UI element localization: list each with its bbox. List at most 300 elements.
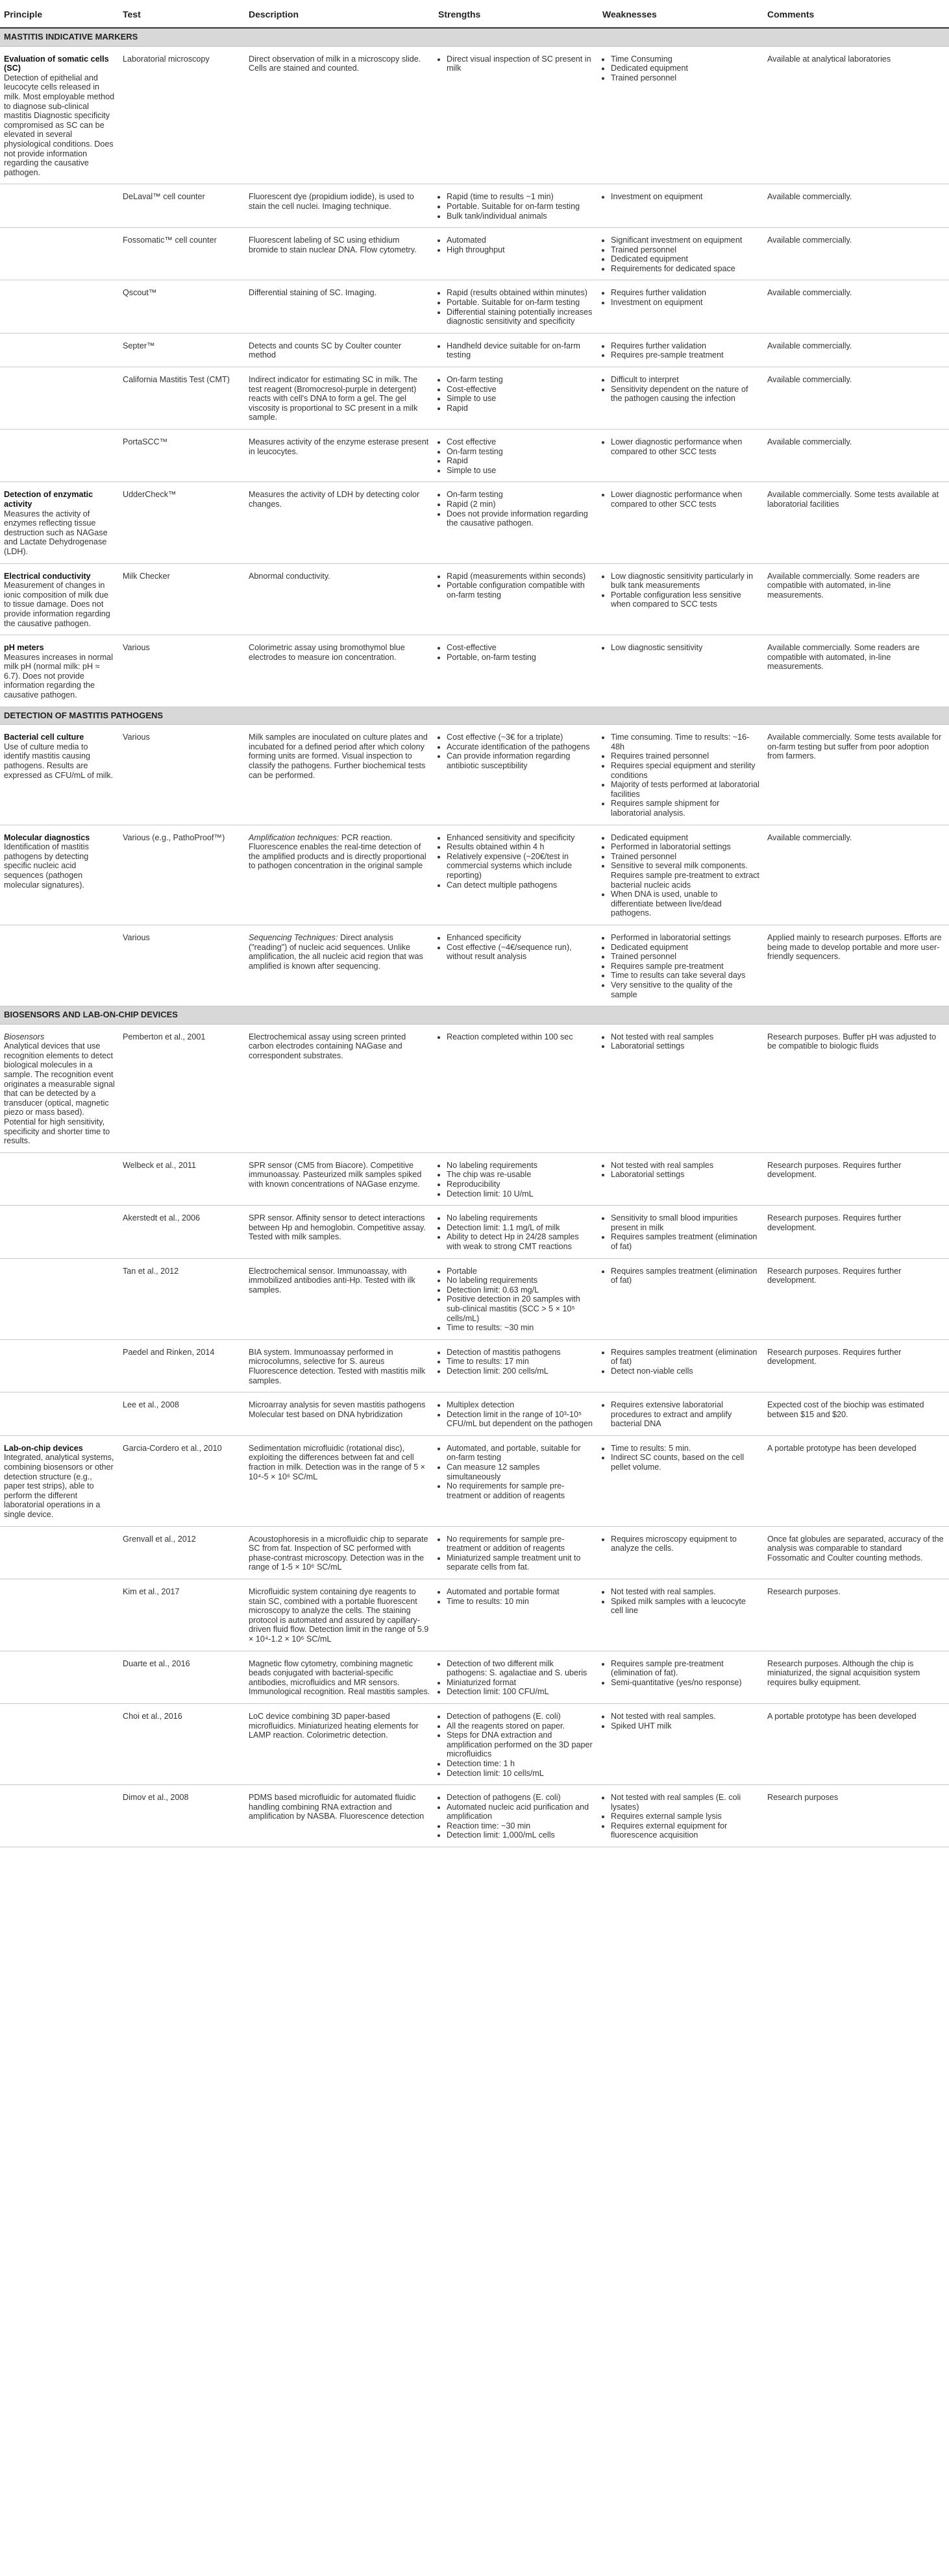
table-row	[0, 925, 949, 1006]
weaknesses-cell	[598, 1579, 763, 1651]
strengths-list	[438, 1032, 595, 1042]
strength-item: • Portable. Suitable for on-farm testing	[447, 202, 595, 212]
weakness-item: • Trained personnel	[611, 952, 759, 962]
strength-item: • Rapid (measurements within seconds)	[447, 572, 595, 581]
strengths-list	[438, 1213, 595, 1251]
comments-cell: Applied mainly to research purposes. Efforts are being made to develop portable and more user-friendly sequencers.	[763, 925, 949, 1006]
strengths-list	[438, 437, 595, 475]
principle-title: pH meters	[4, 643, 44, 653]
description-text: SPR sensor (CM5 from Biacore). Competitive immunoassay. Pasteurized milk samples spiked with known concentrations of NAGase enzyme.	[249, 1160, 422, 1189]
comments-cell: Available at analytical laboratories	[763, 46, 949, 184]
description-text: SPR sensor. Affinity sensor to detect interactions between Hp and hemoglobin. Competitive assay. Tested with milk samples.	[249, 1213, 426, 1242]
weaknesses-cell	[598, 1651, 763, 1703]
strength-item: • Automated and portable format	[447, 1587, 595, 1597]
weakness-item: • Majority of tests performed at laboratorial facilities	[611, 780, 759, 799]
strengths-list	[438, 1444, 595, 1501]
section-title: DETECTION OF MASTITIS PATHOGENS	[0, 707, 949, 725]
weakness-item: • Trained personnel	[611, 245, 759, 255]
test-cell: Akerstedt et al., 2006	[119, 1206, 245, 1258]
principle-cell	[0, 563, 119, 635]
table-row	[0, 46, 949, 184]
description-cell	[245, 1152, 434, 1205]
description-text: LoC device combining 3D paper-based microfluidics. Miniaturized heating elements for LAMP reaction. Colorimetric detection.	[249, 1711, 419, 1740]
test-cell: Tan et al., 2012	[119, 1258, 245, 1339]
weaknesses-list	[602, 572, 759, 609]
description-text: Acoustophoresis in a microfluidic chip to separate SC from fat. Inspection of SC performed with phase-contrast microscopy. Detection was in the range of 1-5 × 10⁶ SC/mL	[249, 1534, 428, 1572]
weaknesses-list	[602, 643, 759, 653]
table-row	[0, 1339, 949, 1392]
strength-item: • Steps for DNA extraction and amplification performed on the 3D paper microfluidics	[447, 1731, 595, 1759]
header-principle: Principle	[0, 0, 119, 28]
test-cell: Kim et al., 2017	[119, 1579, 245, 1651]
strengths-cell	[434, 1152, 598, 1205]
strengths-list	[438, 643, 595, 662]
test-cell: PortaSCC™	[119, 430, 245, 482]
strength-item: • Multiplex detection	[447, 1400, 595, 1410]
weaknesses-list	[602, 1535, 759, 1553]
description-text: Fluorescent labeling of SC using ethidium bromide to stain nuclear DNA. Flow cytometry.	[249, 236, 417, 254]
principle-cell	[0, 1392, 119, 1436]
table-body	[0, 28, 949, 1847]
strength-item: • On-farm testing	[447, 490, 595, 500]
strength-item: • Time to results: 10 min	[447, 1597, 595, 1607]
strength-item: • Automated	[447, 236, 595, 245]
weaknesses-list	[602, 236, 759, 273]
strength-item: • Automated, and portable, suitable for on-farm testing	[447, 1444, 595, 1463]
strengths-list	[438, 1348, 595, 1376]
strengths-cell	[434, 228, 598, 280]
header-comments: Comments	[763, 0, 949, 28]
description-text: Differential staining of SC. Imaging.	[249, 288, 377, 298]
weaknesses-list	[602, 437, 759, 456]
strength-item: • No requirements for sample pre-treatment or addition of reagents	[447, 1535, 595, 1553]
weaknesses-list	[602, 933, 759, 999]
weaknesses-list	[602, 1400, 759, 1429]
principle-description: Detection of epithelial and leucocyte cells released in milk. Most employable method to diagnose sub-clinical mastitis Diagnostic specificity compromised as SC can be elevated in several physiological conditions. Does not provide information regarding the causative pathogen.	[4, 73, 115, 177]
weakness-item: • Performed in laboratorial settings	[611, 842, 759, 852]
weaknesses-list	[602, 288, 759, 307]
weakness-item: • Requires microscopy equipment to analyze the cells.	[611, 1535, 759, 1553]
description-cell	[245, 725, 434, 825]
description-cell	[245, 925, 434, 1006]
weakness-item: • Requires samples treatment (elimination of fat)	[611, 1267, 759, 1285]
weakness-item: • Requires sample pre-treatment (elimination of fat).	[611, 1659, 759, 1678]
strength-item: • Reproducibility	[447, 1180, 595, 1189]
table-row	[0, 1785, 949, 1847]
weakness-item: • Requires extensive laboratorial procedures to extract and amplify bacterial DNA	[611, 1400, 759, 1429]
principle-cell	[0, 1651, 119, 1703]
strength-item: • Rapid (time to results ~1 min)	[447, 192, 595, 202]
weaknesses-cell	[598, 367, 763, 430]
weakness-item: • Low diagnostic sensitivity	[611, 643, 759, 653]
weakness-item: • Investment on equipment	[611, 298, 759, 308]
principle-cell	[0, 367, 119, 430]
description-text: BIA system. Immunoassay performed in microcolumns, selective for S. aureus Fluorescence detection. Tested with mastitis milk samples.	[249, 1347, 426, 1385]
strength-item: • Detection of mastitis pathogens	[447, 1348, 595, 1357]
strengths-cell	[434, 184, 598, 228]
description-cell	[245, 333, 434, 367]
principle-cell	[0, 1703, 119, 1784]
principle-description: Measures increases in normal milk pH (normal milk: pH ≈ 6.7). Does not provide information regarding the causative pathogen.	[4, 652, 113, 700]
table-row	[0, 1526, 949, 1579]
weakness-item: • Requires special equipment and sterility conditions	[611, 761, 759, 780]
weakness-item: • Lower diagnostic performance when compared to other SCC tests	[611, 490, 759, 509]
weakness-item: • Requires further validation	[611, 341, 759, 351]
strengths-list	[438, 236, 595, 254]
strength-item: • Automated nucleic acid purification and amplification	[447, 1803, 595, 1821]
weaknesses-cell	[598, 1785, 763, 1847]
strength-item: • Enhanced sensitivity and specificity	[447, 833, 595, 843]
weaknesses-cell	[598, 46, 763, 184]
strength-item: • Ability to detect Hp in 24/28 samples with weak to strong CMT reactions	[447, 1232, 595, 1251]
strength-item: • Detection limit: 10 U/mL	[447, 1189, 595, 1199]
test-cell: Duarte et al., 2016	[119, 1651, 245, 1703]
strengths-list	[438, 1793, 595, 1840]
description-cell	[245, 184, 434, 228]
weakness-item: • Performed in laboratorial settings	[611, 933, 759, 943]
strength-item: • No labeling requirements	[447, 1213, 595, 1223]
strengths-cell	[434, 280, 598, 333]
table-row	[0, 367, 949, 430]
strength-item: • Detection of pathogens (E. coli)	[447, 1793, 595, 1803]
strength-item: • Rapid	[447, 404, 595, 413]
table-row	[0, 430, 949, 482]
principle-description: Analytical devices that use recognition elements to detect biological molecules in a sample. The recognition event originates a measurable signal that can be detected by a transducer (optical, magnetic piezo or mass based). Potential for high sensitivity, specificity and shorter time to results.	[4, 1041, 115, 1146]
description-text: Sedimentation microfluidic (rotational disc), exploiting the differences between fat and cell fraction in milk. Detection was in the range of 5 × 10⁴-5 × 10⁶ SC/mL	[249, 1443, 425, 1481]
table-row	[0, 482, 949, 563]
test-cell: DeLaval™ cell counter	[119, 184, 245, 228]
strength-item: • Miniaturized sample treatment unit to separate cells from fat.	[447, 1553, 595, 1572]
section-row	[0, 28, 949, 46]
strength-item: • Differential staining potentially increases diagnostic sensitivity and specificity	[447, 308, 595, 326]
weakness-item: • Investment on equipment	[611, 192, 759, 202]
principle-cell	[0, 825, 119, 925]
table-row	[0, 635, 949, 707]
weakness-item: • Not tested with real samples	[611, 1032, 759, 1042]
strengths-cell	[434, 563, 598, 635]
weaknesses-list	[602, 1348, 759, 1376]
test-cell: Milk Checker	[119, 563, 245, 635]
strength-item: • Detection limit: 0.63 mg/L	[447, 1285, 595, 1295]
principle-cell	[0, 1579, 119, 1651]
principle-cell	[0, 46, 119, 184]
test-cell: Fossomatic™ cell counter	[119, 228, 245, 280]
weaknesses-cell	[598, 1152, 763, 1205]
test-cell: Qscout™	[119, 280, 245, 333]
test-cell: Various	[119, 635, 245, 707]
test-cell: Various	[119, 725, 245, 825]
description-text: Colorimetric assay using bromothymol blue electrodes to measure ion concentration.	[249, 643, 405, 662]
table-row	[0, 1703, 949, 1784]
comments-cell: Research purposes. Requires further development.	[763, 1258, 949, 1339]
principle-description: Identification of mastitis pathogens by detecting specific nucleic acid sequences (pathogen molecular signatures).	[4, 842, 89, 890]
strength-item: • Detection limit: 1,000/mL cells	[447, 1830, 595, 1840]
header-description: Description	[245, 0, 434, 28]
strengths-cell	[434, 725, 598, 825]
principle-title: Evaluation of somatic cells (SC)	[4, 54, 109, 73]
description-text: Measures activity of the enzyme esterase present in leucocytes.	[249, 437, 429, 456]
weaknesses-cell	[598, 1258, 763, 1339]
description-cell	[245, 1024, 434, 1152]
comments-cell: Available commercially.	[763, 825, 949, 925]
weaknesses-cell	[598, 563, 763, 635]
strengths-list	[438, 572, 595, 600]
weaknesses-list	[602, 1659, 759, 1688]
description-text: Indirect indicator for estimating SC in milk. The test reagent (Bromocresol-purple in detergent) reacts with cell's DNA to form a gel. The gel viscosity is proportional to SC present in a milk sample.	[249, 375, 418, 422]
strength-item: • Rapid (results obtained within minutes)	[447, 288, 595, 298]
strength-item: • Detection limit: 200 cells/mL	[447, 1367, 595, 1376]
description-text: Measures the activity of LDH by detecting color changes.	[249, 490, 420, 509]
description-cell	[245, 1651, 434, 1703]
strengths-list	[438, 192, 595, 221]
section-title: BIOSENSORS AND LAB-ON-CHIP DEVICES	[0, 1006, 949, 1025]
strength-item: • Simple to use	[447, 394, 595, 404]
strengths-list	[438, 1161, 595, 1198]
test-cell: Laboratorial microscopy	[119, 46, 245, 184]
description-cell	[245, 1206, 434, 1258]
test-cell: Septer™	[119, 333, 245, 367]
comments-cell: Research purposes. Although the chip is miniaturized, the signal acquisition system requires bulky equipment.	[763, 1651, 949, 1703]
strengths-list	[438, 55, 595, 73]
strength-item: • Cost-effective	[447, 385, 595, 395]
weaknesses-cell	[598, 228, 763, 280]
weakness-item: • Requires further validation	[611, 288, 759, 298]
description-text: Direct observation of milk in a microscopy slide. Cells are stained and counted.	[249, 54, 421, 73]
strength-item: • Direct visual inspection of SC present in milk	[447, 55, 595, 73]
strengths-cell	[434, 1785, 598, 1847]
principle-cell	[0, 333, 119, 367]
table-row	[0, 184, 949, 228]
strength-item: • Detection limit in the range of 10³-10⁵ CFU/mL but dependent on the pathogen	[447, 1410, 595, 1429]
description-cell	[245, 1258, 434, 1339]
weaknesses-cell	[598, 1526, 763, 1579]
strengths-list	[438, 288, 595, 326]
weaknesses-cell	[598, 1206, 763, 1258]
comments-cell: Available commercially. Some tests available for on-farm testing but suffer from poor adoption from farmers.	[763, 725, 949, 825]
description-text: Electrochemical sensor. Immunoassay, with immobilized antibodies anti-Hp. Tested with ilk samples.	[249, 1266, 415, 1294]
strengths-list	[438, 1587, 595, 1606]
comments-cell: Research purposes. Requires further development.	[763, 1152, 949, 1205]
weakness-item: • Requires sample pre-treatment	[611, 962, 759, 971]
table-row	[0, 1435, 949, 1526]
table-row	[0, 1579, 949, 1651]
strengths-cell	[434, 333, 598, 367]
strength-item: • Results obtained within 4 h	[447, 842, 595, 852]
strength-item: • Detection of two different milk pathogens: S. agalactiae and S. uberis	[447, 1659, 595, 1678]
weakness-item: • Significant investment on equipment	[611, 236, 759, 245]
weakness-item: • Time consuming. Time to results: ~16-48h	[611, 733, 759, 751]
strength-item: • Cost effective	[447, 437, 595, 447]
weakness-item: • Dedicated equipment	[611, 833, 759, 843]
test-cell: Lee et al., 2008	[119, 1392, 245, 1436]
comments-cell: Available commercially.	[763, 280, 949, 333]
strength-item: • Enhanced specificity	[447, 933, 595, 943]
comments-cell: Available commercially. Some readers are compatible with automated, in-line measurements.	[763, 563, 949, 635]
strengths-cell	[434, 1258, 598, 1339]
strengths-list	[438, 1535, 595, 1572]
comments-cell: Available commercially.	[763, 184, 949, 228]
comments-cell: Research purposes. Requires further development.	[763, 1339, 949, 1392]
weakness-item: • Trained personnel	[611, 852, 759, 862]
comments-cell: Available commercially. Some tests available at laboratorial facilities	[763, 482, 949, 563]
weaknesses-list	[602, 341, 759, 360]
test-cell: Various	[119, 925, 245, 1006]
weaknesses-list	[602, 1587, 759, 1616]
strengths-list	[438, 733, 595, 770]
strength-item: • Portable configuration compatible with on-farm testing	[447, 581, 595, 600]
strengths-list	[438, 1400, 595, 1429]
comments-cell: A portable prototype has been developed	[763, 1435, 949, 1526]
strengths-cell	[434, 1651, 598, 1703]
principle-cell	[0, 280, 119, 333]
weakness-item: • Portable configuration less sensitive when compared to SCC tests	[611, 590, 759, 609]
comments-cell: Available commercially.	[763, 430, 949, 482]
weakness-item: • Requirements for dedicated space	[611, 264, 759, 274]
weakness-item: • Requires pre-sample treatment	[611, 350, 759, 360]
principle-title: Lab-on-chip devices	[4, 1443, 83, 1453]
comments-cell: Once fat globules are separated, accuracy of the analysis was comparable to standard Fossomatic and Coulter counting methods.	[763, 1526, 949, 1579]
description-method: Amplification techniques:	[249, 832, 339, 842]
principle-cell	[0, 1339, 119, 1392]
strength-item: • On-farm testing	[447, 447, 595, 457]
principle-cell	[0, 1152, 119, 1205]
principle-cell	[0, 1024, 119, 1152]
strengths-cell	[434, 925, 598, 1006]
strength-item: • No labeling requirements	[447, 1276, 595, 1285]
strength-item: • Detection limit: 100 CFU/mL	[447, 1687, 595, 1697]
description-text: Milk samples are inoculated on culture plates and incubated for a defined period after which colony forming units are formed. Visual inspection to classify the pathogens. Further biochemical tests can be performed.	[249, 733, 428, 780]
weakness-item: • Requires trained personnel	[611, 751, 759, 761]
weakness-item: • Requires external sample lysis	[611, 1812, 759, 1821]
description-cell	[245, 635, 434, 707]
description-cell	[245, 367, 434, 430]
weakness-item: • Indirect SC counts, based on the cell pellet volume.	[611, 1453, 759, 1472]
description-text: Magnetic flow cytometry, combining magnetic beads conjugated with bacterial-specific antibodies, microfluidics and MR sensors. Immunological recognition. Real mastitis samples.	[249, 1659, 430, 1697]
weakness-item: • Time to results can take several days	[611, 971, 759, 980]
strengths-cell	[434, 825, 598, 925]
test-cell: Pemberton et al., 2001	[119, 1024, 245, 1152]
section-title: MASTITIS INDICATIVE MARKERS	[0, 28, 949, 46]
principle-cell	[0, 430, 119, 482]
description-cell	[245, 563, 434, 635]
strength-item: • High throughput	[447, 245, 595, 255]
description-text: PCR reaction. Fluorescence enables the real-time detection of the amplified products and is directly proportional to pathogen concentration in the original sample	[249, 832, 426, 871]
weaknesses-list	[602, 375, 759, 404]
strengths-cell	[434, 367, 598, 430]
table-row	[0, 1152, 949, 1205]
strengths-list	[438, 933, 595, 962]
principle-cell	[0, 925, 119, 1006]
strength-item: • No requirements for sample pre-treatment or addition of reagents	[447, 1481, 595, 1500]
strength-item: • Portable	[447, 1267, 595, 1276]
weakness-item: • Dedicated equipment	[611, 64, 759, 73]
comments-cell: Research purposes. Buffer pH was adjusted to be compatible to biologic fluids	[763, 1024, 949, 1152]
test-cell: UdderCheck™	[119, 482, 245, 563]
weakness-item: • Laboratorial settings	[611, 1170, 759, 1180]
principle-cell	[0, 1258, 119, 1339]
description-cell	[245, 1435, 434, 1526]
header-row	[0, 0, 949, 28]
weaknesses-cell	[598, 635, 763, 707]
weakness-item: • Requires samples treatment (elimination of fat)	[611, 1348, 759, 1367]
comments-cell: Research purposes	[763, 1785, 949, 1847]
strength-item: • Can detect multiple pathogens	[447, 881, 595, 890]
strength-item: • Rapid (2 min)	[447, 500, 595, 509]
comments-cell: Research purposes.	[763, 1579, 949, 1651]
table-row	[0, 1206, 949, 1258]
strengths-cell	[434, 1024, 598, 1152]
test-cell: Grenvall et al., 2012	[119, 1526, 245, 1579]
strength-item: • Miniaturized format	[447, 1678, 595, 1688]
principle-title: Detection of enzymatic activity	[4, 490, 93, 509]
header-test: Test	[119, 0, 245, 28]
strength-item: • Detection limit: 10 cells/mL	[447, 1769, 595, 1779]
weaknesses-list	[602, 55, 759, 83]
weakness-item: • When DNA is used, unable to differentiate between live/dead pathogens.	[611, 890, 759, 918]
weakness-item: • Time to results: 5 min.	[611, 1444, 759, 1453]
description-text: PDMS based microfluidic for automated fluidic handling combining RNA extraction and amplification by NASBA. Fluorescence detection	[249, 1793, 425, 1821]
test-cell: Garcia-Cordero et al., 2010	[119, 1435, 245, 1526]
strength-item: • Portable, on-farm testing	[447, 653, 595, 662]
strengths-cell	[434, 1339, 598, 1392]
weakness-item: • Semi-quantitative (yes/no response)	[611, 1678, 759, 1688]
weakness-item: • Requires sample shipment for laboratorial analysis.	[611, 799, 759, 818]
principle-description: Use of culture media to identify mastitis causing pathogens. Results are expressed as CFU/mL of milk.	[4, 742, 114, 780]
description-cell	[245, 1526, 434, 1579]
weaknesses-list	[602, 192, 759, 202]
weakness-item: • Sensitivity to small blood impurities present in milk	[611, 1213, 759, 1232]
principle-title: Molecular diagnostics	[4, 832, 90, 842]
strength-item: • Does not provide information regarding the causative pathogen.	[447, 509, 595, 528]
test-cell: Various (e.g., PathoProof™)	[119, 825, 245, 925]
principle-cell	[0, 1206, 119, 1258]
weaknesses-cell	[598, 725, 763, 825]
description-cell	[245, 1703, 434, 1784]
weaknesses-cell	[598, 1435, 763, 1526]
description-text: Detects and counts SC by Coulter counter method	[249, 341, 402, 360]
description-text: Microarray analysis for seven mastitis pathogens Molecular test based on DNA hybridization	[249, 1400, 426, 1419]
table-row	[0, 1258, 949, 1339]
description-cell	[245, 482, 434, 563]
principle-title: Bacterial cell culture	[4, 733, 84, 742]
description-method: Sequencing Techniques:	[249, 932, 338, 942]
strength-item: • Simple to use	[447, 466, 595, 476]
description-cell	[245, 1785, 434, 1847]
strength-item: • Cost effective (~3€ for a triplate)	[447, 733, 595, 742]
strength-item: • Positive detection in 20 samples with sub-clinical mastitis (SCC > 5 × 10⁵ cells/mL)	[447, 1294, 595, 1323]
principle-cell	[0, 482, 119, 563]
weakness-item: • Dedicated equipment	[611, 254, 759, 264]
strength-item: • All the reagents stored on paper.	[447, 1721, 595, 1731]
weaknesses-cell	[598, 1024, 763, 1152]
principle-cell	[0, 228, 119, 280]
weakness-item: • Not tested with real samples	[611, 1161, 759, 1171]
strength-item: • On-farm testing	[447, 375, 595, 385]
table-row	[0, 725, 949, 825]
weakness-item: • Not tested with real samples (E. coli lysates)	[611, 1793, 759, 1812]
test-cell: Paedel and Rinken, 2014	[119, 1339, 245, 1392]
weakness-item: • Laboratorial settings	[611, 1041, 759, 1051]
weakness-item: • Dedicated equipment	[611, 943, 759, 953]
principle-description: Integrated, analytical systems, combining biosensors or other detection structure (e.g., paper test strips), able to perform the different laboratorial operations in a single device.	[4, 1453, 114, 1520]
table-row	[0, 228, 949, 280]
test-cell: California Mastitis Test (CMT)	[119, 367, 245, 430]
weakness-item: • Spiked UHT milk	[611, 1721, 759, 1731]
comments-cell: Available commercially.	[763, 228, 949, 280]
table-row	[0, 825, 949, 925]
strength-item: • Detection of pathogens (E. coli)	[447, 1712, 595, 1721]
weakness-item: • Not tested with real samples.	[611, 1587, 759, 1597]
